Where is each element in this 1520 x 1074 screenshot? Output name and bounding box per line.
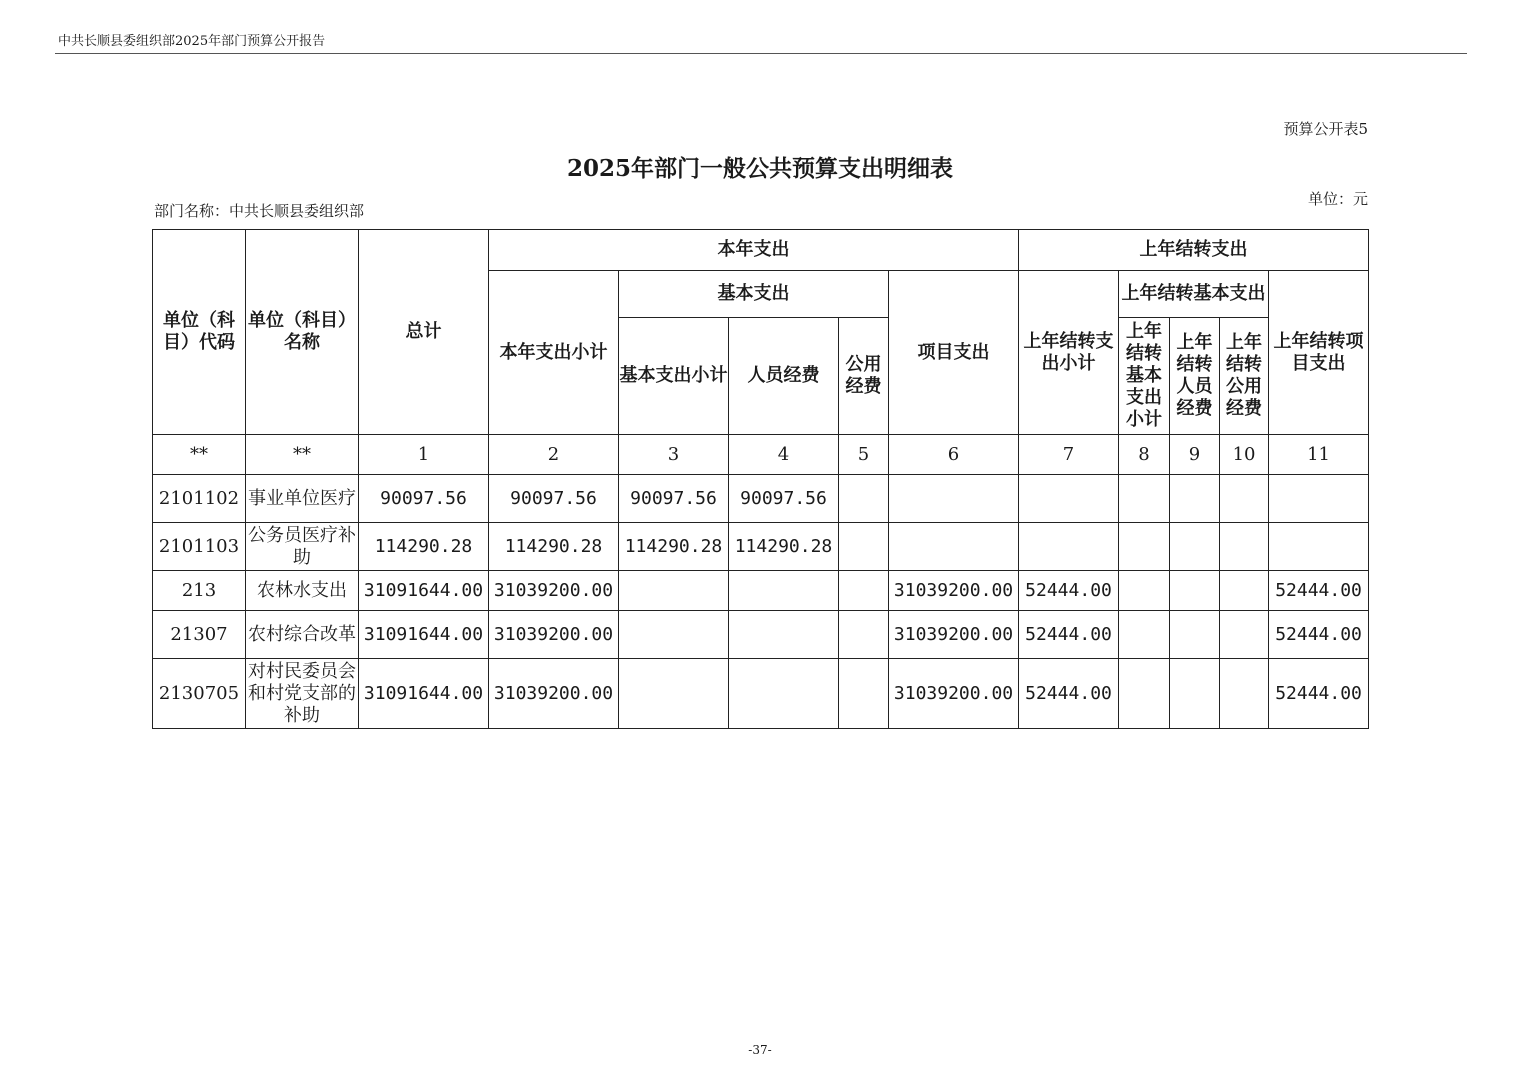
cell-code: 21307 <box>153 611 246 659</box>
header-public: 公用经费 <box>839 318 889 435</box>
cell-value <box>1269 523 1369 571</box>
cell-value <box>1119 523 1170 571</box>
cell-value <box>839 475 889 523</box>
cell-value <box>619 611 729 659</box>
currency-unit: 单位：元 <box>1307 190 1368 208</box>
cell-value: 31039200.00 <box>489 611 619 659</box>
cell-value: 90097.56 <box>359 475 489 523</box>
cell-value: 114290.28 <box>729 523 839 571</box>
cell-value: 31039200.00 <box>489 571 619 611</box>
cell-value <box>729 571 839 611</box>
cell-value <box>839 571 889 611</box>
header-basic: 基本支出 <box>619 271 889 318</box>
index-cell: 8 <box>1119 435 1170 475</box>
header-this-year-subtotal: 本年支出小计 <box>489 271 619 435</box>
index-cell: 9 <box>1170 435 1220 475</box>
table-row <box>153 571 1369 611</box>
cell-value: 31039200.00 <box>889 611 1019 659</box>
index-cell: 6 <box>889 435 1019 475</box>
cell-value <box>1119 659 1170 729</box>
header-carry-public: 上年结转公用经费 <box>1220 318 1269 435</box>
cell-value: 90097.56 <box>619 475 729 523</box>
index-cell: 4 <box>729 435 839 475</box>
cell-value: 52444.00 <box>1019 571 1119 611</box>
header-carry-basic: 上年结转基本支出 <box>1119 271 1269 318</box>
cell-value: 52444.00 <box>1019 611 1119 659</box>
cell-value <box>1220 611 1269 659</box>
header-carry: 上年结转支出 <box>1019 230 1369 271</box>
cell-value: 52444.00 <box>1019 659 1119 729</box>
cell-value: 31039200.00 <box>889 571 1019 611</box>
cell-value: 52444.00 <box>1269 611 1369 659</box>
header-project: 项目支出 <box>889 271 1019 435</box>
cell-code: 2130705 <box>153 659 246 729</box>
cell-value <box>1019 523 1119 571</box>
header-basic-subtotal: 基本支出小计 <box>619 318 729 435</box>
cell-name: 农村综合改革 <box>246 611 359 659</box>
header-personnel: 人员经费 <box>729 318 839 435</box>
cell-value <box>1119 475 1170 523</box>
index-cell: 3 <box>619 435 729 475</box>
index-cell: 2 <box>489 435 619 475</box>
table-row <box>153 611 1369 659</box>
cell-value <box>729 611 839 659</box>
header-carry-basic-subtotal: 上年结转基本支出小计 <box>1119 318 1170 435</box>
cell-value: 114290.28 <box>489 523 619 571</box>
cell-value: 31091644.00 <box>359 611 489 659</box>
cell-value: 31039200.00 <box>489 659 619 729</box>
header-code: 单位（科目）代码 <box>153 230 246 435</box>
index-cell: 7 <box>1019 435 1119 475</box>
cell-value <box>1119 611 1170 659</box>
cell-value <box>729 659 839 729</box>
header-total: 总计 <box>359 230 489 435</box>
cell-value <box>1269 475 1369 523</box>
index-cell: ** <box>153 435 246 475</box>
cell-value <box>1170 523 1220 571</box>
cell-value <box>1220 571 1269 611</box>
cell-value <box>1220 659 1269 729</box>
index-cell: 11 <box>1269 435 1369 475</box>
cell-name: 农林水支出 <box>246 571 359 611</box>
page-number: -37- <box>748 1043 772 1057</box>
cell-value: 90097.56 <box>489 475 619 523</box>
cell-value <box>1220 475 1269 523</box>
index-row <box>153 435 1369 475</box>
cell-value <box>619 571 729 611</box>
cell-name: 事业单位医疗 <box>246 475 359 523</box>
header-carry-project: 上年结转项目支出 <box>1269 271 1369 435</box>
cell-name: 公务员医疗补助 <box>246 523 359 571</box>
cell-value <box>1119 571 1170 611</box>
index-cell: ** <box>246 435 359 475</box>
report-header-title: 中共长顺县委组织部2025年部门预算公开报告 <box>58 34 326 49</box>
header-name: 单位（科目）名称 <box>246 230 359 435</box>
cell-value <box>889 523 1019 571</box>
cell-code: 213 <box>153 571 246 611</box>
cell-value <box>1170 571 1220 611</box>
department-name: 部门名称：中共长顺县委组织部 <box>154 202 365 220</box>
cell-code: 2101102 <box>153 475 246 523</box>
cell-value <box>1170 475 1220 523</box>
cell-value <box>839 659 889 729</box>
cell-value <box>1170 611 1220 659</box>
table-number: 预算公开表5 <box>1283 120 1368 138</box>
table-row <box>153 523 1369 571</box>
cell-value <box>1220 523 1269 571</box>
cell-value <box>839 523 889 571</box>
cell-name: 对村民委员会和村党支部的补助 <box>246 659 359 729</box>
header-this-year: 本年支出 <box>489 230 1019 271</box>
budget-table <box>152 229 1369 729</box>
index-cell: 1 <box>359 435 489 475</box>
cell-value <box>839 611 889 659</box>
cell-value: 114290.28 <box>359 523 489 571</box>
index-cell: 5 <box>839 435 889 475</box>
cell-value: 31039200.00 <box>889 659 1019 729</box>
cell-value: 52444.00 <box>1269 571 1369 611</box>
table-row <box>153 475 1369 523</box>
cell-value <box>889 475 1019 523</box>
header-carry-subtotal: 上年结转支出小计 <box>1019 271 1119 435</box>
cell-value <box>1019 475 1119 523</box>
cell-value: 90097.56 <box>729 475 839 523</box>
cell-code: 2101103 <box>153 523 246 571</box>
cell-value: 31091644.00 <box>359 571 489 611</box>
cell-value <box>1170 659 1220 729</box>
cell-value: 114290.28 <box>619 523 729 571</box>
index-cell: 10 <box>1220 435 1269 475</box>
cell-value: 52444.00 <box>1269 659 1369 729</box>
header-divider <box>55 53 1467 54</box>
cell-value: 31091644.00 <box>359 659 489 729</box>
page-title: 2025年部门一般公共预算支出明细表 <box>566 155 953 182</box>
table-row <box>153 659 1369 729</box>
cell-value <box>619 659 729 729</box>
header-carry-personnel: 上年结转人员经费 <box>1170 318 1220 435</box>
